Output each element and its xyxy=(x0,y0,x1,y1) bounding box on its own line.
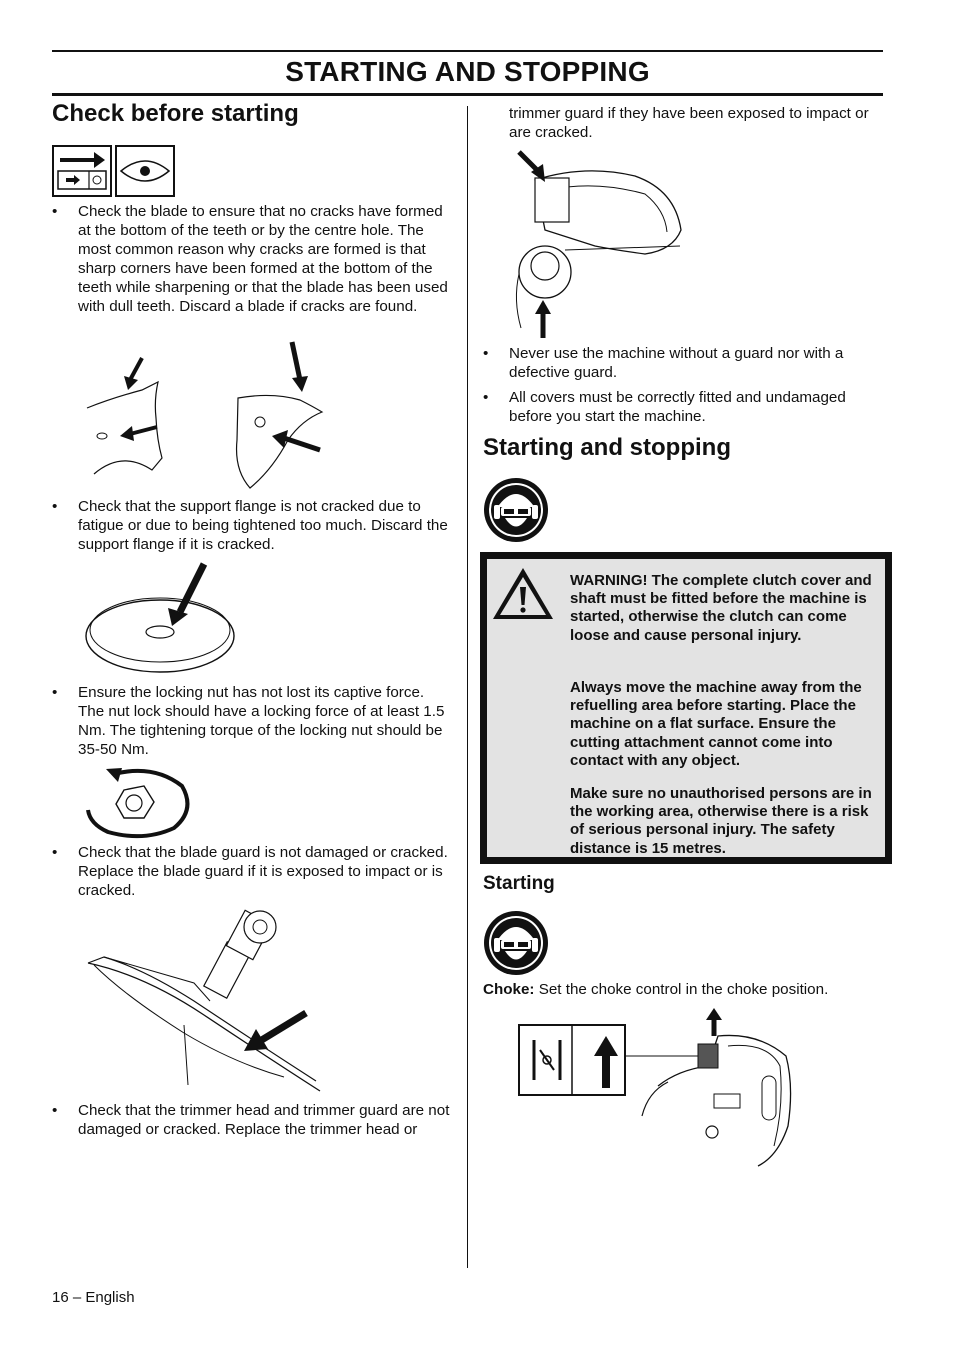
bullet-text: Ensure the locking nut has not lost its captive force. The nut lock should have a locking force of at least 1.5 Nm. The tightening torque of the locking nut should be 35-50 Nm. xyxy=(78,684,445,758)
choke-text: Set the choke control in the choke position. xyxy=(534,981,829,998)
trimmer-head-figure xyxy=(505,150,690,342)
bullet-symbol: • xyxy=(52,684,58,701)
choke-figure xyxy=(518,1006,808,1170)
blade-crack-figure xyxy=(82,340,332,490)
warning-triangle-icon xyxy=(491,565,555,621)
choke-instruction xyxy=(483,980,883,999)
support-flange-figure xyxy=(84,560,244,680)
bullet-symbol: • xyxy=(52,203,58,220)
eye-icon xyxy=(115,145,175,197)
bullet-symbol: • xyxy=(483,389,489,406)
bullet-symbol: • xyxy=(52,844,58,861)
bullet-text: Never use the machine without a guard nor with a defective guard. xyxy=(509,345,844,381)
bullet-covers xyxy=(483,388,883,426)
bullet-text: Check that the trimmer head and trimmer guard are not damaged or cracked. Replace the trimmer head or xyxy=(78,1102,450,1138)
bullet-locking-nut xyxy=(52,683,452,759)
trimmer-guard-continued: trimmer guard if they have been exposed to impact or are cracked. xyxy=(509,105,869,141)
section-heading-check: Check before starting xyxy=(52,100,299,127)
bullet-blade xyxy=(52,202,452,335)
section-heading-starting-stopping: Starting and stopping xyxy=(483,434,731,461)
bullet-symbol: • xyxy=(52,1102,58,1119)
bullet-symbol: • xyxy=(483,345,489,362)
warning-paragraph-1: WARNING! The complete clutch cover and shaft must be fitted before the machine is started, otherwise the clutch can come loose and cause personal injury. xyxy=(570,572,872,644)
column-divider xyxy=(467,106,468,1268)
page-footer: 16 – English xyxy=(52,1289,135,1306)
bullet-text: All covers must be correctly fitted and undamaged before you start the machine. xyxy=(509,389,846,425)
locking-nut-figure xyxy=(84,766,194,842)
blade-guard-figure xyxy=(84,905,324,1095)
protective-equipment-icon xyxy=(483,910,549,976)
warning-box-inner xyxy=(487,559,885,857)
subheading-starting: Starting xyxy=(483,873,555,894)
bullet-text: Check that the blade guard is not damaged or cracked. Replace the blade guard if it is exposed to impact or is cracked. xyxy=(78,844,448,899)
bullet-blade-guard xyxy=(52,843,452,900)
bullet-symbol: • xyxy=(52,498,58,515)
warning-paragraph-2: Always move the machine away from the refuelling area before starting. Place the machine on a flat surface. Ensure the cutting attachment cannot come into contact with any object. xyxy=(570,679,862,769)
top-rule xyxy=(52,50,883,52)
bullet-text: Check the blade to ensure that no cracks have formed at the bottom of the teeth or by the centre hole. The most common reason why cracks are formed is that sharp corners have been formed at the bottom of the teeth while sharpening or that the blade has been used with dull teeth. Discard a blade if cracks are found. xyxy=(78,203,448,315)
protective-equipment-icon xyxy=(483,477,549,543)
warning-box xyxy=(480,552,892,864)
bullet-text: Check that the support flange is not cracked due to fatigue or due to being tightened too much. Discard the support flange if it is cracked. xyxy=(78,498,448,553)
warning-paragraph-3: Make sure no unauthorised persons are in the working area, otherwise there is a risk of serious personal injury. The safety distance is 15 metres. xyxy=(570,785,872,857)
page-title: STARTING AND STOPPING xyxy=(285,56,650,87)
choke-label: Choke: xyxy=(483,981,535,998)
title-rule xyxy=(52,93,883,96)
manual-arrow-icon xyxy=(52,145,112,197)
bullet-trimmer-head xyxy=(52,1101,452,1139)
bullet-flange xyxy=(52,497,452,554)
bullet-guard-use xyxy=(483,344,883,382)
